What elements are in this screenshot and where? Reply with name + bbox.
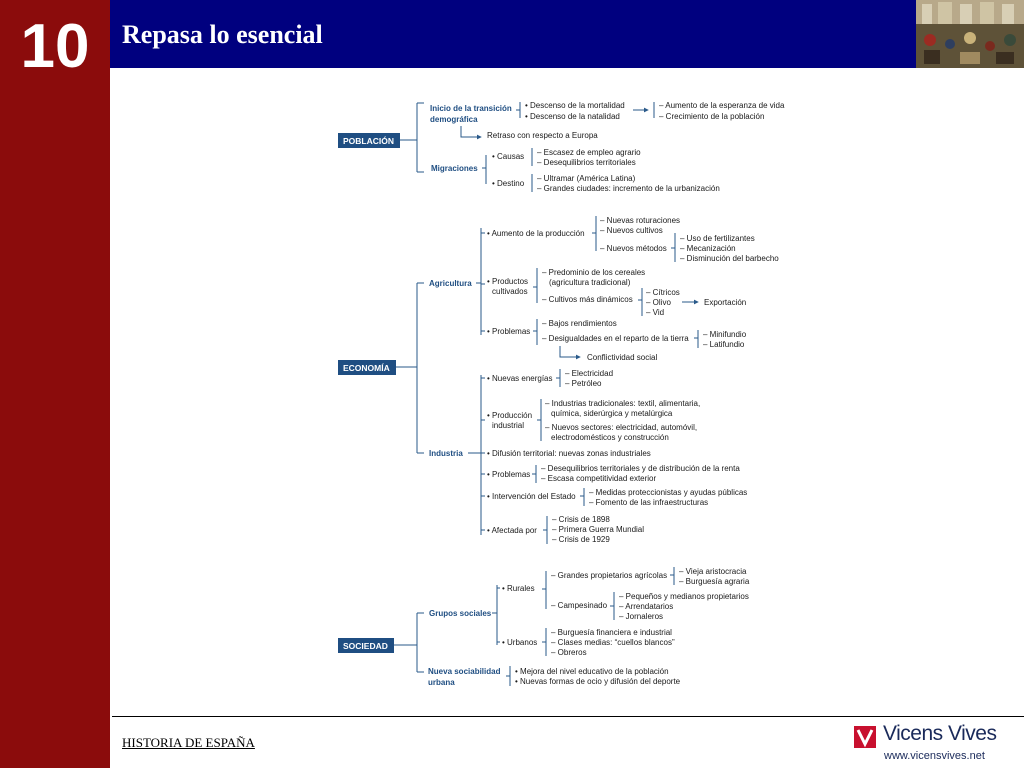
- rurales-label: • Rurales: [502, 584, 535, 593]
- agricultura-label: Agricultura: [429, 279, 472, 288]
- intervencion-item-1: – Medidas proteccionistas y ayudas públicas: [589, 488, 748, 497]
- chapter-number: 10: [20, 12, 90, 81]
- publisher-name: Vicens Vives: [883, 722, 997, 745]
- dinamicos-item-1: – Cítricos: [646, 288, 680, 297]
- produccion-item-1b: química, siderúrgica y metalúrgica: [551, 409, 673, 418]
- poblacion-label: POBLACIÓN: [343, 136, 394, 146]
- productos-label-1: • Productos: [487, 277, 529, 286]
- difusion-territorial: • Difusión territorial: nuevas zonas industriales: [487, 449, 651, 458]
- aumento-produccion: • Aumento de la producción: [487, 229, 585, 238]
- productos-item-1b: (agricultura tradicional): [549, 278, 631, 287]
- sociabilidad-item-2: • Nuevas formas de ocio y difusión del deporte: [515, 677, 681, 686]
- productos-item-1: – Predominio de los cereales: [542, 268, 646, 277]
- migraciones-destino: • Destino: [492, 179, 525, 188]
- slide-title: Repasa lo esencial: [122, 20, 323, 49]
- migraciones-causa-2: – Desequilibrios territoriales: [537, 158, 636, 167]
- sociabilidad-label-2: urbana: [428, 678, 455, 687]
- grupos-sociales-label: Grupos sociales: [429, 609, 492, 618]
- agricultura-problema-2: – Desigualdades en el reparto de la tierra: [542, 334, 689, 343]
- retraso-europa: Retraso con respecto a Europa: [487, 131, 598, 140]
- industria-problema-1: – Desequilibrios territoriales y de distribución de la renta: [541, 464, 740, 473]
- metodos-item-3: – Disminución del barbecho: [680, 254, 779, 263]
- produccion-item-1: – Industrias tradicionales: textil, alimentaria,: [545, 399, 701, 408]
- produccion-item-2: – Nuevos sectores: electricidad, automóvil,: [545, 423, 698, 432]
- produccion-label-2: industrial: [492, 421, 525, 430]
- transicion-label-1: Inicio de la transición: [430, 104, 512, 113]
- sociabilidad-item-1: • Mejora del nivel educativo de la población: [515, 667, 669, 676]
- industria-problema-2: – Escasa competitividad exterior: [541, 474, 657, 483]
- afectada-item-2: – Primera Guerra Mundial: [552, 525, 645, 534]
- transicion-label-2: demográfica: [430, 115, 478, 124]
- publisher-url[interactable]: www.vicensvives.net: [884, 750, 985, 762]
- propietarios-item-1: – Vieja aristocracia: [679, 567, 747, 576]
- reparto-item-2: – Latifundio: [703, 340, 745, 349]
- agricultura-problemas: • Problemas: [487, 327, 531, 336]
- energia-item-1: – Electricidad: [565, 369, 614, 378]
- metodos-item-1: – Uso de fertilizantes: [680, 234, 755, 243]
- economia-label: ECONOMÍA: [343, 363, 390, 373]
- urbanos-item-2: – Clases medias: “cuellos blancos”: [551, 638, 675, 647]
- reparto-item-1: – Minifundio: [703, 330, 747, 339]
- campesinado-item-2: – Arrendatarios: [619, 602, 674, 611]
- migraciones-causa-1: – Escasez de empleo agrario: [537, 148, 641, 157]
- aumento-item-3: – Nuevos métodos: [600, 244, 667, 253]
- urbanos-item-3: – Obreros: [551, 648, 587, 657]
- industria-problemas: • Problemas: [487, 470, 531, 479]
- dinamicos-item-2: – Olivo: [646, 298, 671, 307]
- productos-label-2: cultivados: [492, 287, 528, 296]
- campesinado-item-3: – Jornaleros: [619, 612, 664, 621]
- conflictividad-social: Conflictividad social: [587, 353, 658, 362]
- migraciones-destino-1: – Ultramar (América Latina): [537, 174, 636, 183]
- urbanos-item-1: – Burguesía financiera e industrial: [551, 628, 672, 637]
- rurales-item-2: – Campesinado: [551, 601, 608, 610]
- footer-divider: [112, 716, 1024, 717]
- afectada-item-3: – Crisis de 1929: [552, 535, 610, 544]
- afectada-item-1: – Crisis de 1898: [552, 515, 610, 524]
- urbanos-label: • Urbanos: [502, 638, 538, 647]
- transicion-cause-1: • Descenso de la mortalidad: [525, 101, 625, 110]
- afectada-por: • Afectada por: [487, 526, 537, 535]
- sociedad-label: SOCIEDAD: [343, 641, 388, 651]
- sociabilidad-label-1: Nueva sociabilidad: [428, 667, 501, 676]
- industria-label: Industria: [429, 449, 463, 458]
- produccion-label-1: • Producción: [487, 411, 533, 420]
- migraciones-causas: • Causas: [492, 152, 525, 161]
- transicion-effect-1: – Aumento de la esperanza de vida: [659, 101, 785, 110]
- propietarios-item-2: – Burguesía agraria: [679, 577, 750, 586]
- dinamicos-item-3: – Vid: [646, 308, 665, 317]
- metodos-item-2: – Mecanización: [680, 244, 736, 253]
- migraciones-destino-2: – Grandes ciudades: incremento de la urbanización: [537, 184, 720, 193]
- nuevas-energias: • Nuevas energías: [487, 374, 553, 383]
- intervencion-estado: • Intervención del Estado: [487, 492, 576, 501]
- energia-item-2: – Petróleo: [565, 379, 602, 388]
- intervencion-item-2: – Fomento de las infraestructuras: [589, 498, 709, 507]
- migraciones-label: Migraciones: [431, 164, 478, 173]
- productos-item-2: – Cultivos más dinámicos: [542, 295, 633, 304]
- aumento-item-1: – Nuevas roturaciones: [600, 216, 681, 225]
- rurales-item-1: – Grandes propietarios agrícolas: [551, 571, 668, 580]
- transicion-effect-2: – Crecimiento de la población: [659, 112, 765, 121]
- transicion-cause-2: • Descenso de la natalidad: [525, 112, 620, 121]
- exportacion: Exportación: [704, 298, 747, 307]
- campesinado-item-1: – Pequeños y medianos propietarios: [619, 592, 749, 601]
- aumento-item-2: – Nuevos cultivos: [600, 226, 663, 235]
- agricultura-problema-1: – Bajos rendimientos: [542, 319, 617, 328]
- produccion-item-2b: electrodomésticos y construcción: [551, 433, 669, 442]
- footer-subject: HISTORIA DE ESPAÑA: [122, 735, 255, 750]
